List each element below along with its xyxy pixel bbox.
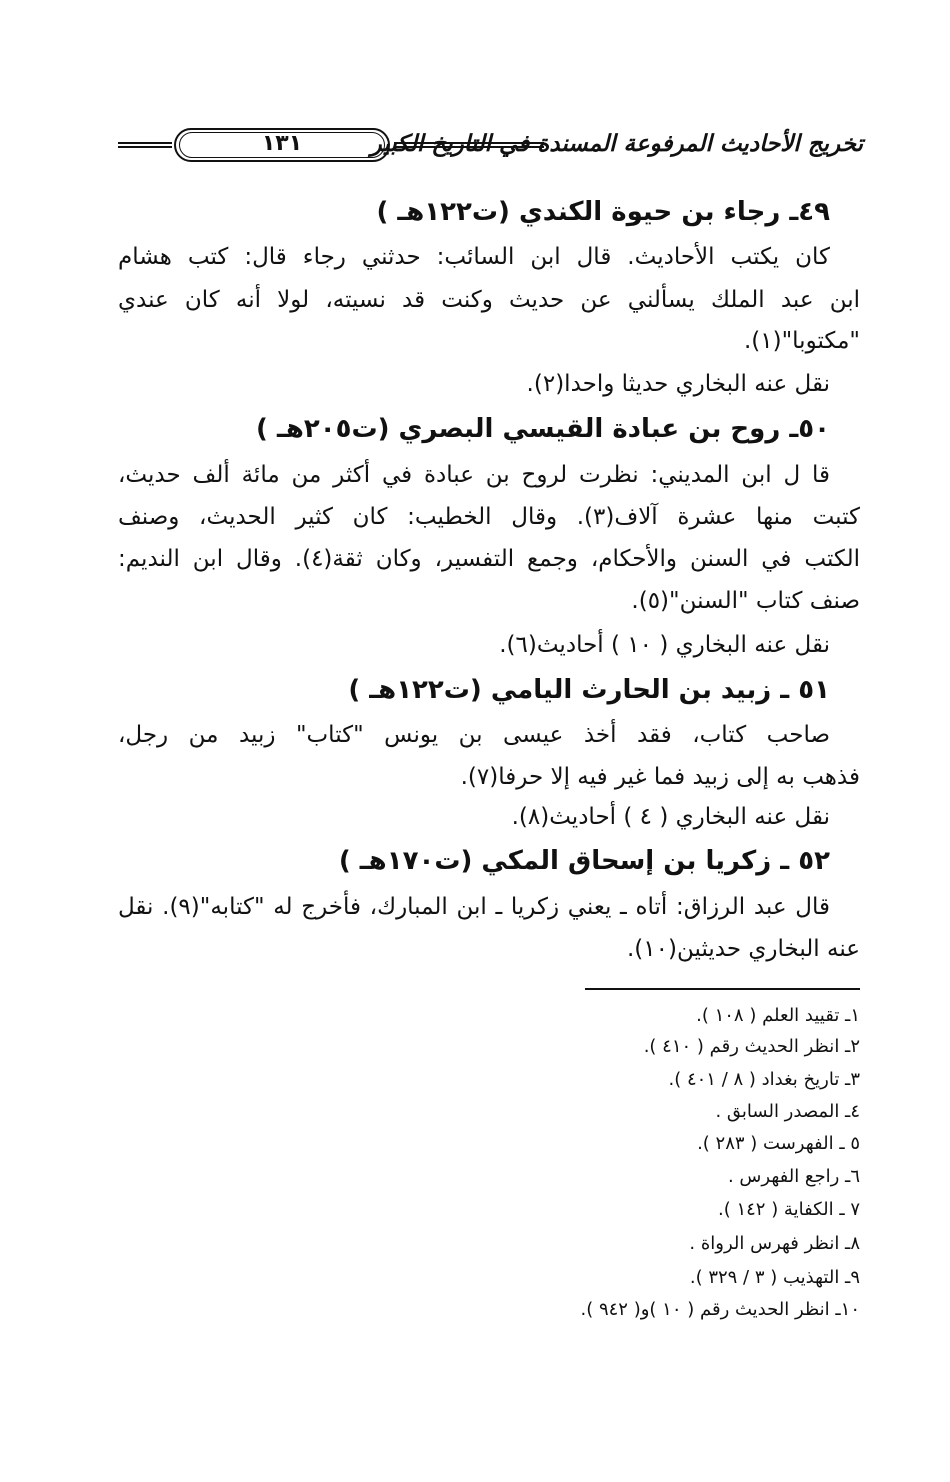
footnote-7: ٧ ـ الكفاية ( ١٤٢ ). [717, 1199, 860, 1220]
page-number: ١٣١ [261, 131, 303, 156]
footnote-5: ٥ ـ الفهرست ( ٢٨٣ ). [697, 1133, 860, 1154]
entry-49-line-2: ابن عبد الملك يسألني عن حديث وكنت قد نسيته، لولا أنه كان عندي [118, 287, 860, 313]
entry-50-line-4: صنف كتاب "السنن"(٥). [631, 588, 860, 614]
entry-heading-52: ٥٢ ـ زكريا بن إسحاق المكي (ت١٧٠هـ ) [338, 846, 830, 876]
entry-heading-50: ٥٠ـ روح بن عبادة القيسي البصري (ت٢٠٥هـ ) [256, 414, 830, 444]
entry-heading-49: ٤٩ـ رجاء بن حيوة الكندي (ت١٢٢هـ ) [376, 197, 830, 227]
footnote-10: ١٠ـ انظر الحديث رقم ( ١٠ )و( ٩٤٢ ). [580, 1299, 860, 1320]
footnote-8: ٨ـ انظر فهرس الرواة . [689, 1233, 860, 1254]
entry-51-line-1: صاحب كتاب، فقد أخذ عيسى بن يونس "كتاب" زبيد من رجل، [118, 722, 830, 748]
header-rule-left [118, 142, 172, 148]
entry-heading-51: ٥١ ـ زبيد بن الحارث اليامي (ت١٢٢هـ ) [348, 675, 830, 705]
entry-51-line-2: فذهب به إلى زبيد فما غير فيه إلا حرفا(٧). [460, 764, 860, 790]
entry-50-line-2: كتبت منها عشرة آلاف(٣). وقال الخطيب: كان كثير الحديث، وصنف [118, 504, 860, 530]
entry-50-line-1: قا ل ابن المديني: نظرت لروح بن عبادة في أكثر من مائة ألف حديث، [118, 462, 830, 488]
footnote-6: ٦ـ راجع الفهرس . [727, 1166, 860, 1187]
entry-52-line-2: عنه البخاري حديثين(١٠). [627, 936, 860, 962]
footnote-separator [585, 988, 860, 990]
running-title: تخريج الأحاديث المرفوعة المسندة في التاريخ الكبير [370, 130, 863, 157]
entry-49-line-4: نقل عنه البخاري حديثا واحدا(٢). [526, 371, 830, 397]
page-number-frame [174, 128, 390, 162]
footnote-4: ٤ـ المصدر السابق . [715, 1101, 860, 1122]
entry-49-line-1: كان يكتب الأحاديث. قال ابن السائب: حدثني رجاء قال: كتب هشام [118, 244, 830, 270]
entry-50-line-5: نقل عنه البخاري ( ١٠ ) أحاديث(٦). [499, 632, 830, 658]
footnote-3: ٣ـ تاريخ بغداد ( ٨ / ٤٠١ ). [668, 1069, 860, 1090]
entry-51-line-3: نقل عنه البخاري ( ٤ ) أحاديث(٨). [511, 804, 830, 830]
running-header [118, 128, 863, 168]
footnote-1: ١ـ تقييد العلم ( ١٠٨ ). [696, 1005, 860, 1026]
entry-52-line-1: قال عبد الرزاق: أتاه ـ يعني زكريا ـ ابن المبارك، فأخرج له "كتابه"(٩). نقل [118, 894, 830, 920]
entry-50-line-3: الكتب في السنن والأحكام، وجمع التفسير، وكان ثقة(٤). وقال ابن النديم: [118, 546, 860, 572]
entry-49-line-3: "مكتوبا"(١). [743, 328, 860, 354]
footnote-9: ٩ـ التهذيب ( ٣ / ٣٢٩ ). [689, 1267, 860, 1288]
footnote-2: ٢ـ انظر الحديث رقم ( ٤١٠ ). [643, 1036, 860, 1057]
